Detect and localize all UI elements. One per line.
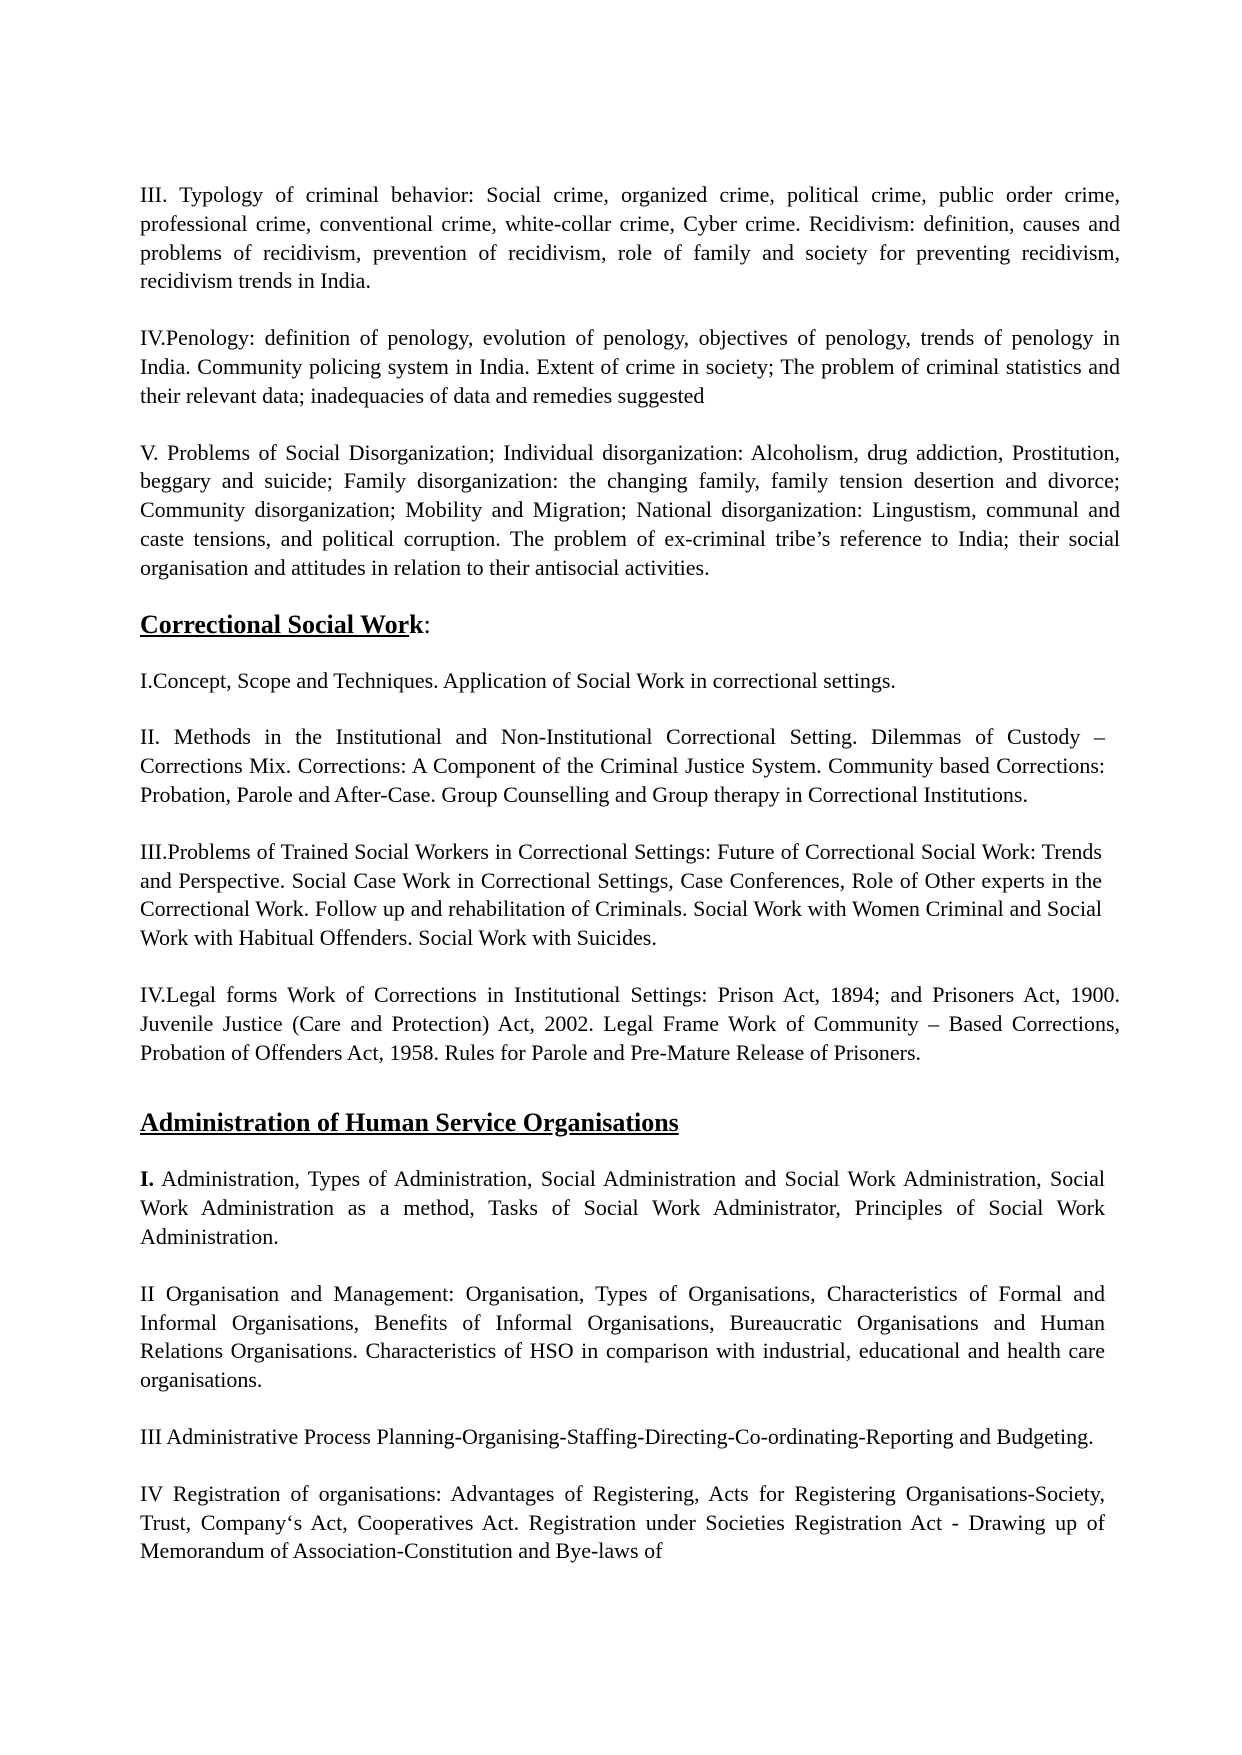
heading-correctional-rest: k [409, 609, 424, 639]
paragraph-penology: IV.Penology: definition of penology, evolution of penology, objectives of penology, trends of penology in India. Community policing system in India. Extent of crime in society; The problem of criminal statistics and their relevant data; inadequacies of data and remedies suggested [140, 325, 1120, 408]
paragraph-social-disorganization: V. Problems of Social Disorganization; Individual disorganization: Alcoholism, drug addiction, Prostitution, beggary and suicide; Family disorganization: the changing family, family tension desertion and divorce; Community disorganization; Mobility and Migration; National disorganization: Lingustism, communal and caste tensions, and political corruption. The problem of ex-criminal tribe’s reference to India; their social organisation and attitudes in relation to their antisocial activities. [140, 439, 1120, 580]
paragraph-registration: IV Registration of organisations: Advantages of Registering, Acts for Registering Organisations-Society, Trust, Company‘s Act, Cooperatives Act. Registration under Societies Registration Act - Drawing up of Memorandum of Association-Constitution and Bye-laws of [140, 1480, 1105, 1564]
heading-correctional-social-work [140, 609, 1126, 641]
paragraph-correctional-problems: III.Problems of Trained Social Workers in Correctional Settings: Future of Correctional Social Work: Trends and Perspective. Social Case Work in Correctional Settings, Case Conferences, Role of Other experts in the Correctional Work. Follow up and rehabilitation of Criminals. Social Work with Women Criminal and Social Work with Habitual Offenders. Social Work with Suicides. [140, 838, 1102, 951]
paragraph-organisation-management: II Organisation and Management: Organisation, Types of Organisations, Characteristics of Formal and Informal Organisations, Benefits of Informal Organisations, Bureaucratic Organisations and Human Relations Organisations. Characteristics of HSO in comparison with industrial, educational and health care organisations. [140, 1280, 1105, 1393]
paragraph-correctional-legal: IV.Legal forms Work of Corrections in Institutional Settings: Prison Act, 1894; and Prisoners Act, 1900. Juvenile Justice (Care and Protection) Act, 2002. Legal Frame Work of Community – Based Corrections, Probation of Offenders Act, 1958. Rules for Parole and Pre-Mature Release of Prisoners. [140, 981, 1120, 1065]
paragraph-administration-intro [140, 1165, 1105, 1251]
document-page [140, 181, 1126, 1566]
heading-correctional-colon: : [423, 609, 431, 639]
heading-correctional-underlined: Correctional Social Wor [140, 609, 410, 639]
paragraph-typology: III. Typology of criminal behavior: Social crime, organized crime, political crime, public order crime, professional crime, conventional crime, white-collar crime, Cyber crime. Recidivism: definition, causes and problems of recidivism, prevention of recidivism, role of family and society for preventing recidivism, recidivism trends in India. [140, 182, 1120, 294]
paragraph-correctional-methods: II. Methods in the Institutional and Non-Institutional Correctional Setting. Dilemmas of Custody – Corrections Mix. Corrections: A Component of the Criminal Justice System. Community based Corrections: Probation, Parole and After-Case. Group Counselling and Group therapy in Correctional Institutions. [140, 724, 1105, 807]
heading-administration-text: Administration of Human Service Organisations [140, 1108, 679, 1138]
paragraph-administration-lead: I. [140, 1166, 155, 1192]
heading-administration-hso [140, 1107, 1126, 1139]
paragraph-administrative-process: III Administrative Process Planning-Organising-Staffing-Directing-Co-ordinating-Reporting and Budgeting. [140, 1423, 1094, 1449]
paragraph-administration-body: Administration, Types of Administration, Social Administration and Social Work Administration, Social Work Administration as a method, Tasks of Social Work Administrator, Principles of Social Work Administration. [140, 1166, 1105, 1249]
paragraph-correctional-concept: I.Concept, Scope and Techniques. Application of Social Work in correctional settings. [140, 667, 896, 693]
